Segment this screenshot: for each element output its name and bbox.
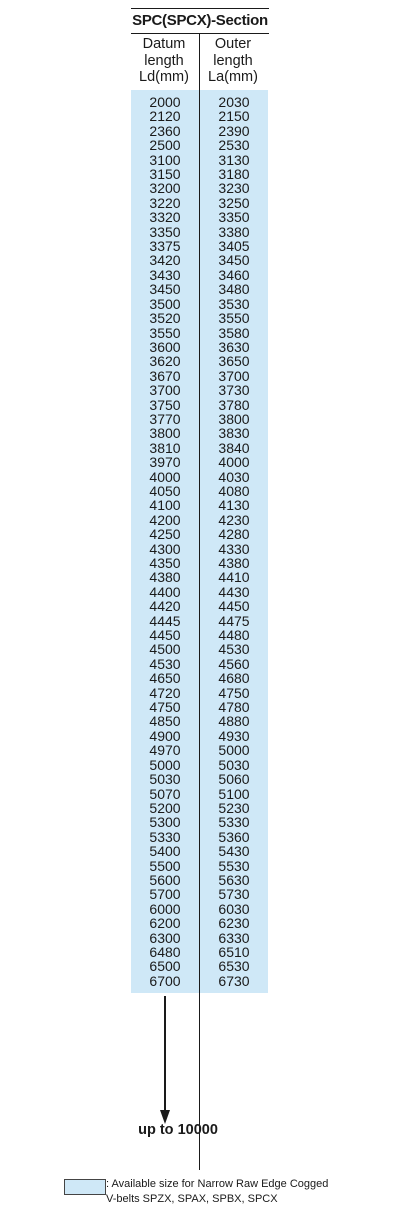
outer-length-cell: 4530 — [218, 641, 250, 658]
datum-length-cell: 3500 — [149, 295, 181, 312]
datum-length-cell: 5400 — [149, 843, 181, 860]
datum-length-cell: 4400 — [149, 583, 181, 600]
outer-length-cell: 4780 — [218, 699, 250, 716]
outer-length-cell: 5330 — [218, 814, 250, 831]
header-line: Outer — [214, 36, 252, 52]
header-line: Datum — [142, 36, 186, 52]
datum-length-cell: 4420 — [149, 598, 181, 615]
outer-length-cell: 4750 — [218, 684, 250, 701]
outer-length-cell: 3730 — [218, 382, 250, 399]
range-note: up to 10000 — [138, 1122, 218, 1138]
outer-length-cell: 4430 — [218, 583, 250, 600]
outer-length-cell: 4030 — [218, 468, 250, 485]
datum-length-cell: 3520 — [149, 310, 181, 327]
outer-length-cell: 6030 — [218, 900, 250, 917]
outer-length-cell: 4380 — [218, 555, 250, 571]
datum-length-cell: 6300 — [149, 929, 181, 946]
datum-length-cell: 3670 — [149, 367, 181, 384]
outer-length-cell: 3840 — [218, 439, 250, 456]
datum-length-cell: 3450 — [149, 281, 181, 298]
outer-length-cell: 4000 — [218, 454, 250, 471]
outer-length-cell: 4475 — [218, 612, 250, 629]
datum-length-cell: 2120 — [149, 108, 181, 125]
datum-length-cell: 3800 — [149, 425, 181, 442]
outer-length-cell: 6510 — [218, 943, 250, 960]
outer-length-cell: 2150 — [218, 108, 250, 125]
outer-length-cell: 3405 — [218, 238, 250, 255]
datum-length-cell: 3150 — [149, 166, 181, 183]
outer-length-cell: 3630 — [218, 338, 250, 355]
outer-length-cell: 4230 — [218, 511, 250, 528]
datum-length-cell: 3700 — [149, 382, 181, 399]
datum-length-cell: 4200 — [149, 511, 181, 528]
datum-length-cell: 3970 — [149, 454, 181, 471]
outer-length-cell: 6730 — [218, 972, 250, 989]
outer-length-cell: 3450 — [218, 252, 250, 269]
outer-length-cell: 3130 — [218, 151, 250, 168]
datum-length-cell: 4970 — [149, 742, 181, 759]
datum-length-cell: 5070 — [149, 785, 181, 802]
outer-length-cell: 3380 — [218, 223, 250, 240]
datum-length-cell: 6500 — [149, 958, 181, 975]
datum-length-cell: 4450 — [149, 627, 181, 644]
legend-line: : Available size for Narrow Raw Edge Cogged — [106, 1178, 329, 1190]
outer-length-cell: 5230 — [218, 799, 250, 816]
datum-length-cell: 6480 — [149, 943, 181, 960]
outer-length-cell: 4280 — [218, 526, 250, 543]
outer-length-cell: 5100 — [218, 785, 250, 802]
datum-length-cell: 2360 — [149, 122, 181, 139]
outer-length-cell: 3780 — [218, 396, 250, 413]
outer-length-cell: 3180 — [218, 166, 250, 183]
datum-length-cell: 5000 — [149, 756, 181, 773]
datum-length-cell: 5700 — [149, 886, 181, 903]
outer-length-cell: 3480 — [218, 281, 250, 298]
header-line: Ld(mm) — [139, 69, 189, 85]
datum-length-cell: 3810 — [149, 439, 181, 456]
datum-length-cell: 3620 — [149, 353, 181, 370]
outer-length-cell: 4480 — [218, 627, 250, 644]
outer-length-cell: 4330 — [218, 540, 250, 557]
outer-length-cell: 4680 — [218, 670, 250, 687]
outer-length-cell: 2390 — [218, 122, 250, 139]
datum-length-column — [131, 95, 199, 988]
legend-line: V-belts SPZX, SPAX, SPBX, SPCX — [106, 1193, 278, 1205]
datum-length-cell: 4050 — [149, 482, 181, 499]
datum-length-cell: 3350 — [149, 223, 181, 240]
title-rule — [131, 33, 269, 34]
outer-length-cell: 3250 — [218, 194, 250, 211]
outer-length-cell: 4080 — [218, 482, 250, 499]
datum-length-cell: 4250 — [149, 526, 181, 543]
header-line: length — [144, 52, 184, 69]
outer-length-cell: 4410 — [218, 569, 250, 586]
datum-length-cell: 3750 — [149, 396, 181, 413]
datum-length-cell: 3220 — [149, 194, 181, 211]
datum-length-cell: 4300 — [149, 540, 181, 557]
table-top-rule — [131, 8, 269, 9]
outer-length-cell: 6330 — [218, 929, 250, 946]
outer-length-cell: 3230 — [218, 180, 250, 197]
datum-length-cell: 6700 — [149, 972, 181, 989]
outer-length-cell: 3800 — [218, 410, 250, 427]
outer-length-cell: 4880 — [218, 713, 250, 730]
datum-length-cell: 4350 — [149, 555, 181, 571]
outer-length-cell: 6230 — [218, 915, 250, 932]
datum-length-cell: 3100 — [149, 151, 181, 168]
outer-length-cell: 5430 — [218, 843, 250, 860]
datum-length-cell: 4445 — [149, 612, 181, 629]
datum-length-cell: 4500 — [149, 641, 181, 658]
outer-length-cell: 6530 — [218, 958, 250, 975]
outer-length-cell: 3460 — [218, 266, 250, 283]
outer-length-cell: 3350 — [218, 209, 250, 226]
arrow-down-icon — [164, 996, 166, 1111]
datum-length-cell: 3770 — [149, 410, 181, 427]
outer-length-cell: 2530 — [218, 137, 250, 154]
datum-length-cell: 4900 — [149, 727, 181, 744]
outer-length-cell: 3830 — [218, 425, 250, 442]
datum-length-cell: 3200 — [149, 180, 181, 197]
outer-length-cell: 5060 — [218, 771, 250, 788]
datum-length-cell: 4380 — [149, 569, 181, 586]
datum-length-cell: 3420 — [149, 252, 181, 269]
datum-length-cell: 4850 — [149, 713, 181, 730]
datum-length-cell: 5300 — [149, 814, 181, 831]
datum-length-cell: 5200 — [149, 799, 181, 816]
datum-length-cell: 5500 — [149, 857, 181, 874]
header-line: La(mm) — [208, 69, 258, 85]
datum-length-cell: 6200 — [149, 915, 181, 932]
outer-length-cell: 5030 — [218, 756, 250, 773]
datum-length-cell: 2500 — [149, 137, 181, 154]
outer-length-cell: 5000 — [218, 742, 250, 759]
datum-length-cell: 3430 — [149, 266, 181, 283]
datum-length-cell: 4720 — [149, 684, 181, 701]
outer-length-cell: 4450 — [218, 598, 250, 615]
datum-length-cell: 3375 — [149, 238, 181, 255]
datum-length-cell: 3550 — [149, 324, 181, 341]
datum-length-cell: 3600 — [149, 338, 181, 355]
outer-length-cell: 2030 — [218, 94, 250, 110]
datum-length-header — [131, 36, 197, 86]
datum-length-cell: 4650 — [149, 670, 181, 687]
datum-length-cell: 2000 — [149, 94, 181, 110]
datum-length-cell: 6000 — [149, 900, 181, 917]
datum-length-cell: 4100 — [149, 497, 181, 514]
header-line: length — [213, 52, 253, 69]
datum-length-cell: 4000 — [149, 468, 181, 485]
datum-length-cell: 4530 — [149, 655, 181, 672]
datum-length-cell: 3320 — [149, 209, 181, 226]
outer-length-header — [200, 36, 266, 86]
outer-length-cell: 4560 — [218, 655, 250, 672]
outer-length-cell: 4130 — [218, 497, 250, 514]
outer-length-cell: 5730 — [218, 886, 250, 903]
outer-length-cell: 3550 — [218, 310, 250, 327]
outer-length-cell: 5530 — [218, 857, 250, 874]
datum-length-cell: 5330 — [149, 828, 181, 845]
legend-swatch — [64, 1179, 106, 1195]
outer-length-cell: 5360 — [218, 828, 250, 845]
datum-length-cell: 4750 — [149, 699, 181, 716]
outer-length-column — [200, 95, 268, 988]
outer-length-cell: 5630 — [218, 871, 250, 888]
outer-length-cell: 3530 — [218, 295, 250, 312]
section-title: SPC(SPCX)-Section — [132, 12, 268, 29]
datum-length-cell: 5030 — [149, 771, 181, 788]
datum-length-cell: 5600 — [149, 871, 181, 888]
outer-length-cell: 3580 — [218, 324, 250, 341]
outer-length-cell: 3650 — [218, 353, 250, 370]
legend-text — [106, 1177, 396, 1207]
outer-length-cell: 4930 — [218, 727, 250, 744]
outer-length-cell: 3700 — [218, 367, 250, 384]
